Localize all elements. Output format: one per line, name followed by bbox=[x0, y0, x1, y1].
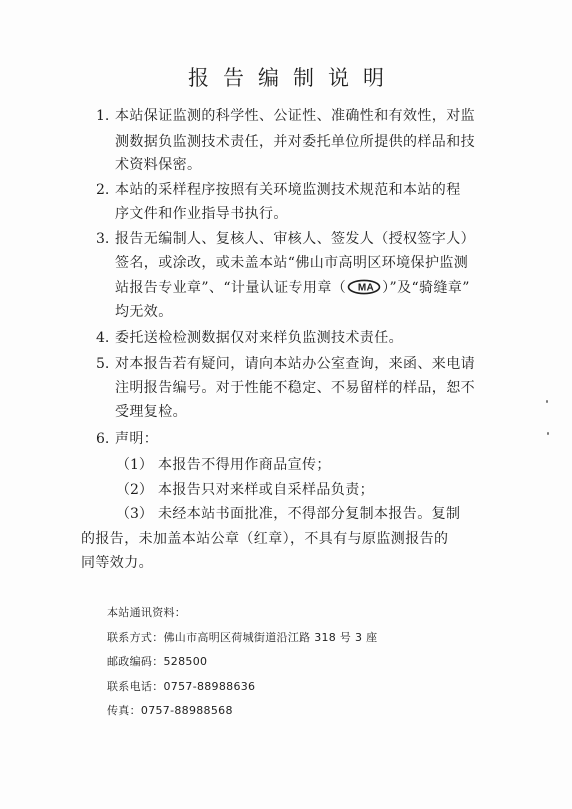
page-title: 报告编制说明 bbox=[188, 66, 398, 90]
item-2-line-1: 本站的采样程序按照有关环境监测技术规范和本站的程 bbox=[115, 182, 461, 198]
item-1-number: 1. bbox=[96, 108, 110, 124]
declaration-1-text: 本报告不得用作商品宣传； bbox=[158, 457, 331, 473]
declaration-2-text: 本报告只对来样或自采样品负责； bbox=[158, 482, 374, 498]
item-4-number: 4. bbox=[96, 330, 110, 346]
declaration-1-number: （1） bbox=[116, 457, 153, 473]
contact-address: 联系方式：佛山市高明区荷城街道沿江路 318 号 3 座 bbox=[107, 631, 378, 644]
item-4-line-1: 委托送检检测数据仅对来样负监测技术责任。 bbox=[115, 330, 403, 346]
declaration-2-number: （2） bbox=[116, 482, 153, 498]
contact-postcode: 邮政编码：528500 bbox=[107, 655, 208, 668]
item-1-line-3: 术资料保密。 bbox=[115, 157, 202, 173]
contact-heading: 本站通讯资料： bbox=[107, 606, 187, 619]
item-5-line-3: 受理复检。 bbox=[115, 404, 187, 420]
scan-speck-1 bbox=[546, 400, 548, 403]
item-5-line-1: 对本报告若有疑问，请向本站办公室查询，来函、来电请 bbox=[115, 356, 475, 372]
scan-speck-2 bbox=[547, 432, 549, 435]
declaration-3-text: 未经本站书面批准，不得部分复制本报告。复制 bbox=[158, 506, 461, 522]
item-2-number: 2. bbox=[96, 182, 110, 198]
contact-phone: 联系电话：0757-88988636 bbox=[107, 680, 256, 693]
declaration-3-continuation-1: 的报告，未加盖本站公章（红章），不具有与原监测报告的 bbox=[81, 531, 449, 547]
item-3-number: 3. bbox=[96, 231, 110, 247]
item-2-line-2: 序文件和作业指导书执行。 bbox=[115, 206, 288, 222]
cma-seal-text: MA bbox=[357, 282, 375, 294]
declaration-3-continuation-2: 同等效力。 bbox=[81, 555, 153, 571]
item-3-line-4: 均无效。 bbox=[115, 304, 173, 320]
item-3-line-1: 报告无编制人、复核人、审核人、签发人（授权签字人） bbox=[115, 231, 475, 247]
item-5-number: 5. bbox=[96, 356, 110, 372]
item-3-line-3 bbox=[115, 279, 470, 297]
declaration-3-number: （3） bbox=[116, 506, 153, 522]
contact-fax: 传真：0757-88988568 bbox=[107, 704, 233, 717]
item-1-line-2: 测数据负监测技术责任，并对委托单位所提供的样品和技 bbox=[115, 134, 475, 150]
item-3-line-2: 签名，或涂改，或未盖本站“佛山市高明区环境保护监测 bbox=[115, 255, 469, 271]
item-6-line-1: 声明： bbox=[115, 431, 159, 447]
item-5-line-2: 注明报告编号。对于性能不稳定、不易留样的样品，恕不 bbox=[115, 380, 475, 396]
item-3-line-3-text: 站报告专业章”、“计量认证专用章（ bbox=[115, 280, 347, 296]
cma-seal-icon bbox=[347, 279, 381, 295]
item-3-line-3-suffix: ）”及“骑缝章” bbox=[382, 280, 470, 296]
item-6-number: 6. bbox=[96, 431, 110, 447]
item-1-line-1: 本站保证监测的科学性、公证性、准确性和有效性，对监 bbox=[115, 108, 475, 124]
